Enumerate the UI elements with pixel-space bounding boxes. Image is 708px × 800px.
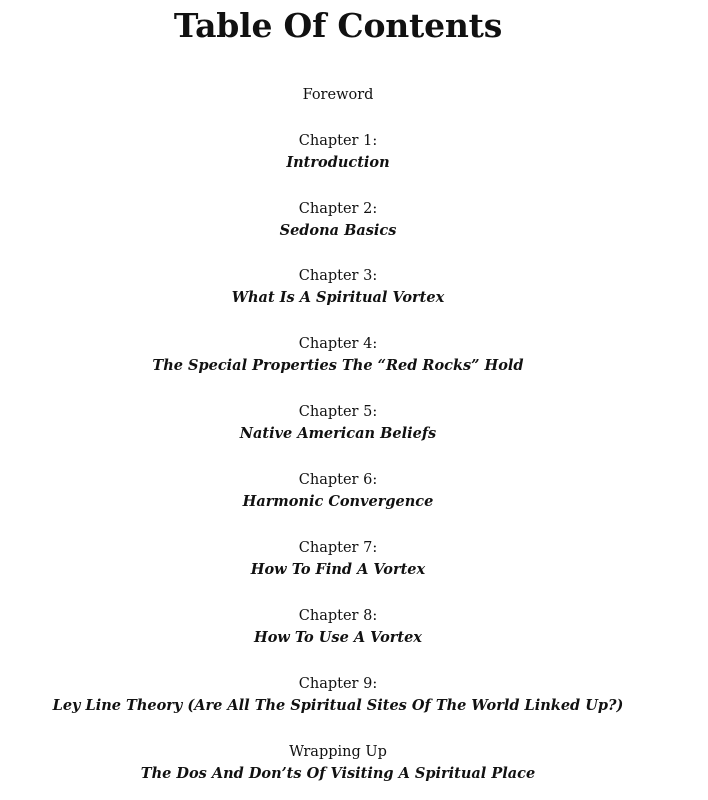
toc-entry-label: Chapter 2: — [298, 201, 378, 217]
toc-entry-label: Chapter 6: — [298, 472, 378, 488]
toc-entry-title: Introduction — [286, 154, 390, 171]
toc-entry-label: Chapter 4: — [298, 336, 378, 352]
toc-entry-chapter-4 — [0, 333, 676, 377]
toc-entry-label: Chapter 1: — [298, 133, 378, 149]
toc-entry-wrapping-up — [0, 741, 676, 785]
toc-entry-label: Foreword — [302, 87, 374, 103]
toc-entry-chapter-3 — [0, 265, 676, 309]
toc-entry-title: How To Find A Vortex — [250, 561, 426, 578]
toc-entry-chapter-9 — [0, 673, 676, 717]
toc-entry-chapter-2 — [0, 198, 676, 242]
toc-entry-title: The Special Properties The “Red Rocks” Hold — [152, 357, 524, 374]
toc-entry-title: Harmonic Convergence — [242, 493, 434, 510]
toc-entry-label: Wrapping Up — [289, 744, 387, 760]
toc-entry-label: Chapter 9: — [298, 676, 378, 692]
page-title: Table Of Contents — [173, 6, 503, 45]
toc-entry-title: Sedona Basics — [279, 222, 397, 239]
toc-entry-label: Chapter 3: — [298, 268, 378, 284]
toc-entry-label: Chapter 8: — [298, 608, 378, 624]
toc-entry-title: The Dos And Don’ts Of Visiting A Spiritual Place — [140, 765, 536, 782]
toc-entry-foreword — [0, 84, 676, 106]
toc-entry-title: Native American Beliefs — [239, 425, 437, 442]
toc-entry-chapter-1 — [0, 130, 676, 174]
toc-entry-label: Chapter 5: — [298, 404, 378, 420]
toc-entry-chapter-7 — [0, 537, 676, 581]
toc-entry-chapter-8 — [0, 605, 676, 649]
toc-entry-label: Chapter 7: — [298, 540, 378, 556]
toc-entry-title: What Is A Spiritual Vortex — [231, 289, 445, 306]
toc-entry-chapter-5 — [0, 401, 676, 445]
toc-entry-chapter-6 — [0, 469, 676, 513]
toc-entry-title: How To Use A Vortex — [254, 629, 422, 646]
toc-entry-title: Ley Line Theory (Are All The Spiritual Sites Of The World Linked Up?) — [52, 697, 624, 714]
